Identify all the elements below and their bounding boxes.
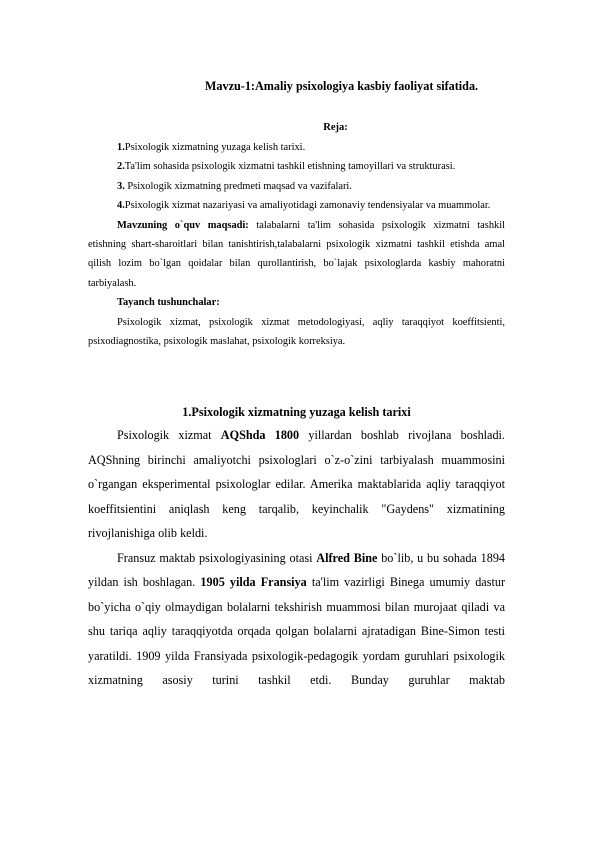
keywords-label-paragraph [88, 293, 505, 312]
plan-heading: Reja: [323, 122, 348, 133]
keywords-paragraph [88, 313, 505, 352]
plan-block [88, 138, 505, 351]
plan-item [88, 138, 505, 157]
plan-item-number: 2. [117, 161, 125, 173]
body-paragraph-1 [88, 423, 505, 546]
body-paragraph-2 [88, 546, 505, 693]
p2-text-a: Fransuz maktab psixologiyasining otasi [117, 550, 317, 565]
plan-item-text: Psixologik xizmatning yuzaga kelish tarixi. [124, 142, 306, 153]
p1-text-b: yillardan boshlab rivojlana boshladi. AQShning birinchi amaliyotchi psixologlari o`z-o`zini tarbiyalash muammosini o`rgangan eksperimental psixologlar edilar. Amerika maktablarida aqliy taraqqiyot koeffitsientini aniqlash keng tarqalib, keyinchalik "Gaydens" xizmatining rivojlanishiga olib keldi. [88, 428, 505, 540]
p2-bold-1: Alfred Bine [316, 550, 378, 565]
plan-item-number: 3. [117, 180, 125, 192]
goal-text: talabalarni ta'lim sohasida psixologik xizmatni tashkil etishning shart-sharoitlari bilan tanishtirish,talabalarni psixologik xizmatni tashkil etishda amal qilish lozim bo`lgan qoidalar bilan qurollantirish, bo`lajak psixologlarda kasbiy mahoratni tarbiyalash. [88, 219, 505, 289]
document-title: Mavzu-1:Amaliy psixologiya kasbiy faoliyat sifatida. [204, 79, 479, 93]
plan-item-number: 4. [117, 200, 125, 212]
p2-text-c: ta'lim vazirligi Binega umumiy dastur bo`yicha o`qiy olmaydigan bolalarni tekshirish muammosi bilan murojaat qiladi va shu tariqa aqliy taraqqiyotda orqada qolgan bolalarni ajratadigan Bine-Simon testi yaratildi. 1909 yilda Fransiyada psixologik-pedagogik yordam guruhlari psixologik xizmatning asosiy turini tashkil etdi. Bunday guruhlar maktab [88, 575, 505, 687]
goal-label: Mavzuning o`quv maqsadi: [117, 219, 249, 231]
plan-item-text: Ta'lim sohasida psixologik xizmatni tashkil etishning tamoyillari va strukturasi. [124, 161, 456, 173]
p1-bold: AQShda 1800 [220, 428, 300, 442]
plan-item-text: Psixologik xizmat nazariyasi va amaliyotidagi zamonaviy tendensiyalar va muammolar. [124, 200, 491, 212]
goal-paragraph [88, 216, 505, 294]
plan-item [88, 177, 505, 196]
body-text [88, 423, 505, 693]
plan-item-text: Psixologik xizmatning predmeti maqsad va vazifalari. [124, 180, 352, 192]
p1-text-a: Psixologik xizmat [117, 428, 221, 442]
keywords-text: Psixologik xizmat, psixologik xizmat metodologiyasi, aqliy taraqqiyot koeffitsienti, psixodiagnostika, psixologik maslahat, psixologik korreksiya. [88, 316, 505, 348]
plan-item [88, 157, 505, 176]
plan-item-number: 1. [117, 142, 125, 153]
keywords-label: Tayanch tushunchalar: [117, 297, 220, 309]
section-heading: 1.Psixologik xizmatning yuzaga kelish tarixi [182, 405, 411, 419]
p2-bold-2: 1905 yilda Fransiya [200, 575, 307, 589]
plan-item [88, 196, 505, 215]
p2-text-b: bo`lib, u bu sohada 1894 yildan ish boshlagan. [88, 550, 506, 589]
